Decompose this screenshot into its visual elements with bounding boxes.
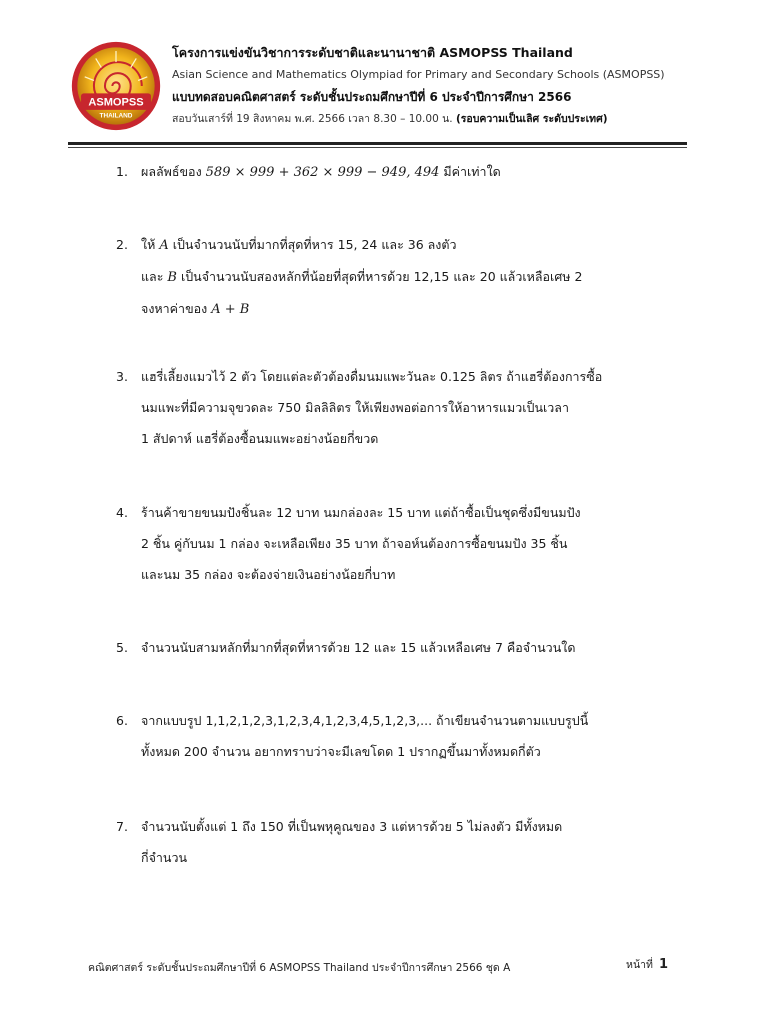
- asmopss-logo-graphic: [70, 40, 162, 132]
- question-4: [116, 497, 581, 590]
- page-indicator: [626, 956, 668, 973]
- question-number: 7.: [116, 819, 128, 834]
- question-number: 6.: [116, 713, 128, 728]
- math-variable: B: [167, 270, 177, 285]
- question-2: [116, 229, 582, 325]
- question-7: [116, 811, 562, 873]
- logo-subtext: THAILAND: [99, 112, 133, 120]
- question-line: ผลลัพธ์ของ 589 × 999 + 362 × 999 − 949, 494 มีค่าเท่าใด: [141, 164, 501, 180]
- question-1: [116, 156, 501, 188]
- question-line: จำนวนนับสามหลักที่มากที่สุดที่หารด้วย 12 และ 15 แล้วเหลือเศษ 7 คือจำนวนใด: [141, 640, 576, 655]
- question-line: จากแบบรูป 1,1,2,1,2,3,1,2,3,4,1,2,3,4,5,1,2,3,... ถ้าเขียนจำนวนตามแบบรูปนี้: [141, 713, 589, 728]
- question-line: 1 สัปดาห์ แฮรี่ต้องซื้อนมแพะอย่างน้อยกี่ขวด: [141, 431, 379, 446]
- project-title: โครงการแข่งขันวิชาการระดับชาติและนานาชาติ ASMOPSS Thailand: [172, 45, 573, 60]
- header-rule-thin: [68, 147, 687, 148]
- question-line: จงหาค่าของ A + B: [141, 301, 250, 317]
- header-rule-thick: [68, 142, 687, 145]
- question-number: 5.: [116, 640, 128, 655]
- exam-schedule: [172, 108, 692, 130]
- question-line: แฮรี่เลี้ยงแมวไว้ 2 ตัว โดยแต่ละตัวต้องดื่มนมแพะวันละ 0.125 ลิตร ถ้าแฮรี่ต้องการซื้อ: [141, 369, 603, 384]
- exam-round: (รอบความเป็นเลิศ ระดับประเทศ): [455, 113, 608, 125]
- question-number: 3.: [116, 369, 128, 384]
- question-line: กี่จำนวน: [141, 850, 188, 865]
- question-line: นมแพะที่มีความจุขวดละ 750 มิลลิลิตร ให้เพียงพอต่อการให้อาหารแมวเป็นเวลา: [141, 400, 569, 415]
- question-line: จำนวนนับตั้งแต่ 1 ถึง 150 ที่เป็นพหุคูณของ 3 แต่หารด้วย 5 ไม่ลงตัว มีทั้งหมด: [141, 819, 563, 834]
- page-footer: [88, 956, 668, 978]
- question-number: 2.: [116, 237, 128, 252]
- question-5: [116, 632, 575, 663]
- footer-text: คณิตศาสตร์ ระดับชั้นประถมศึกษาปีที่ 6 ASMOPSS Thailand ประจำปีการศึกษา 2566 ชุด A: [88, 962, 511, 974]
- exam-date: สอบวันเสาร์ที่ 19 สิงหาคม พ.ศ. 2566 เวลา 8.30 – 10.00 น.: [172, 113, 453, 125]
- logo-text: ASMOPSS: [88, 96, 144, 109]
- page-number: 1: [658, 957, 668, 972]
- question-3: [116, 361, 602, 454]
- question-line: และนม 35 กล่อง จะต้องจ่ายเงินอย่างน้อยกี่บาท: [141, 567, 396, 582]
- question-6: [116, 705, 588, 767]
- question-line: ร้านค้าขายขนมปังชิ้นละ 12 บาท นมกล่องละ 15 บาท แต่ถ้าซื้อเป็นชุดซึ่งมีขนมปัง: [141, 505, 581, 520]
- project-subtitle: Asian Science and Mathematics Olympiad for Primary and Secondary Schools (ASMOPSS): [172, 68, 665, 81]
- question-line: ทั้งหมด 200 จำนวน อยากทราบว่าจะมีเลขโดด 1 ปรากฏขึ้นมาทั้งหมดกี่ตัว: [141, 744, 541, 759]
- exam-title: แบบทดสอบคณิตศาสตร์ ระดับชั้นประถมศึกษาปีที่ 6 ประจำปีการศึกษา 2566: [172, 90, 572, 104]
- page-label: หน้าที่: [626, 959, 653, 971]
- math-expression: A + B: [211, 302, 250, 317]
- header-text: [172, 42, 692, 130]
- page-header: [68, 36, 688, 144]
- asmopss-logo: [70, 40, 162, 132]
- math-variable: A: [159, 238, 169, 253]
- question-line: ให้ A เป็นจำนวนนับที่มากที่สุดที่หาร 15, 24 และ 36 ลงตัว: [141, 237, 457, 253]
- question-number: 1.: [116, 164, 128, 179]
- question-line: และ B เป็นจำนวนนับสองหลักที่น้อยที่สุดที่หารด้วย 12,15 และ 20 แล้วเหลือเศษ 2: [141, 269, 583, 285]
- question-number: 4.: [116, 505, 128, 520]
- question-line: 2 ชิ้น คู่กับนม 1 กล่อง จะเหลือเพียง 35 บาท ถ้าจอห์นต้องการซื้อขนมปัง 35 ชิ้น: [141, 536, 568, 551]
- math-expression: 589 × 999 + 362 × 999 − 949, 494: [205, 165, 440, 180]
